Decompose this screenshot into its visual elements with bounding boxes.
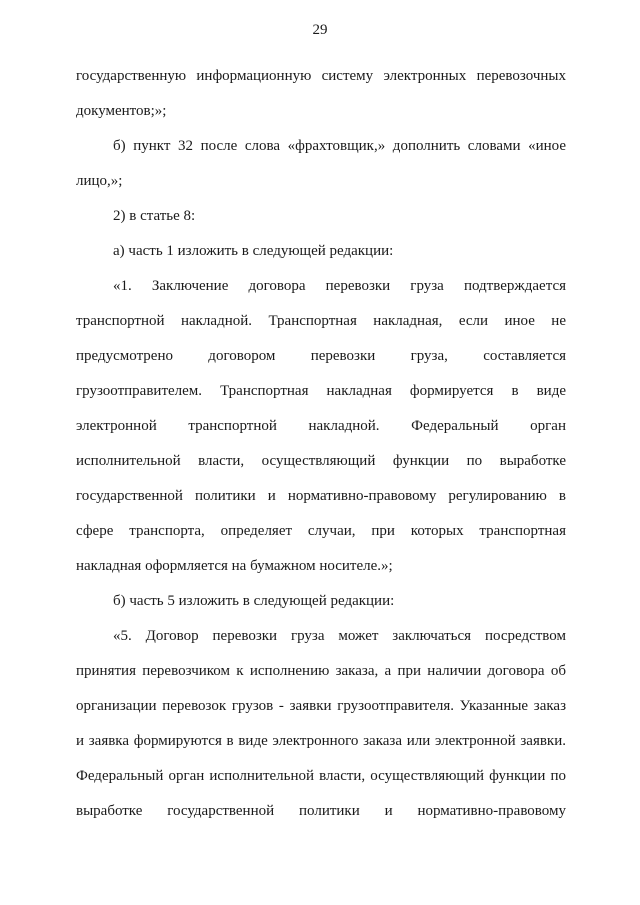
text-line: грузоотправителем. Транспортная накладная формируется в виде [76, 383, 566, 399]
text-line: лицо,»; [76, 173, 123, 189]
text-line: а) часть 1 изложить в следующей редакции: [113, 243, 394, 259]
text-line: б) часть 5 изложить в следующей редакции: [113, 593, 395, 609]
text-line: электронной транспортной накладной. Федеральный орган [76, 418, 566, 434]
text-line: 2) в статье 8: [113, 208, 196, 224]
text-line: Федеральный орган исполнительной власти, осуществляющий функции по [76, 768, 566, 784]
text-line: исполнительной власти, осуществляющий функции по выработке [76, 453, 566, 469]
text-line: государственной политики и нормативно-правовому регулированию в [76, 488, 566, 504]
text-line: сфере транспорта, определяет случаи, при которых транспортная [76, 523, 566, 539]
text-line: документов;»; [76, 103, 167, 119]
page-number: 29 [312, 22, 328, 38]
text-line: государственную информационную систему электронных перевозочных [76, 68, 566, 84]
text-line: «1. Заключение договора перевозки груза подтверждается [113, 278, 566, 294]
text-line: организации перевозок грузов - заявки грузоотправителя. Указанные заказ [76, 698, 566, 714]
text-line: выработке государственной политики и нормативно-правовому [76, 803, 566, 819]
text-line: предусмотрено договором перевозки груза, составляется [76, 348, 566, 364]
text-line: «5. Договор перевозки груза может заключаться посредством [113, 628, 566, 644]
text-line: б) пункт 32 после слова «фрахтовщик,» дополнить словами «иное [113, 138, 566, 154]
text-line: и заявка формируются в виде электронного заказа или электронной заявки. [76, 733, 566, 749]
text-line: принятия перевозчиком к исполнению заказа, а при наличии договора об [76, 663, 566, 679]
text-line: накладная оформляется на бумажном носителе.»; [76, 558, 393, 574]
text-line: транспортной накладной. Транспортная накладная, если иное не [76, 313, 566, 329]
